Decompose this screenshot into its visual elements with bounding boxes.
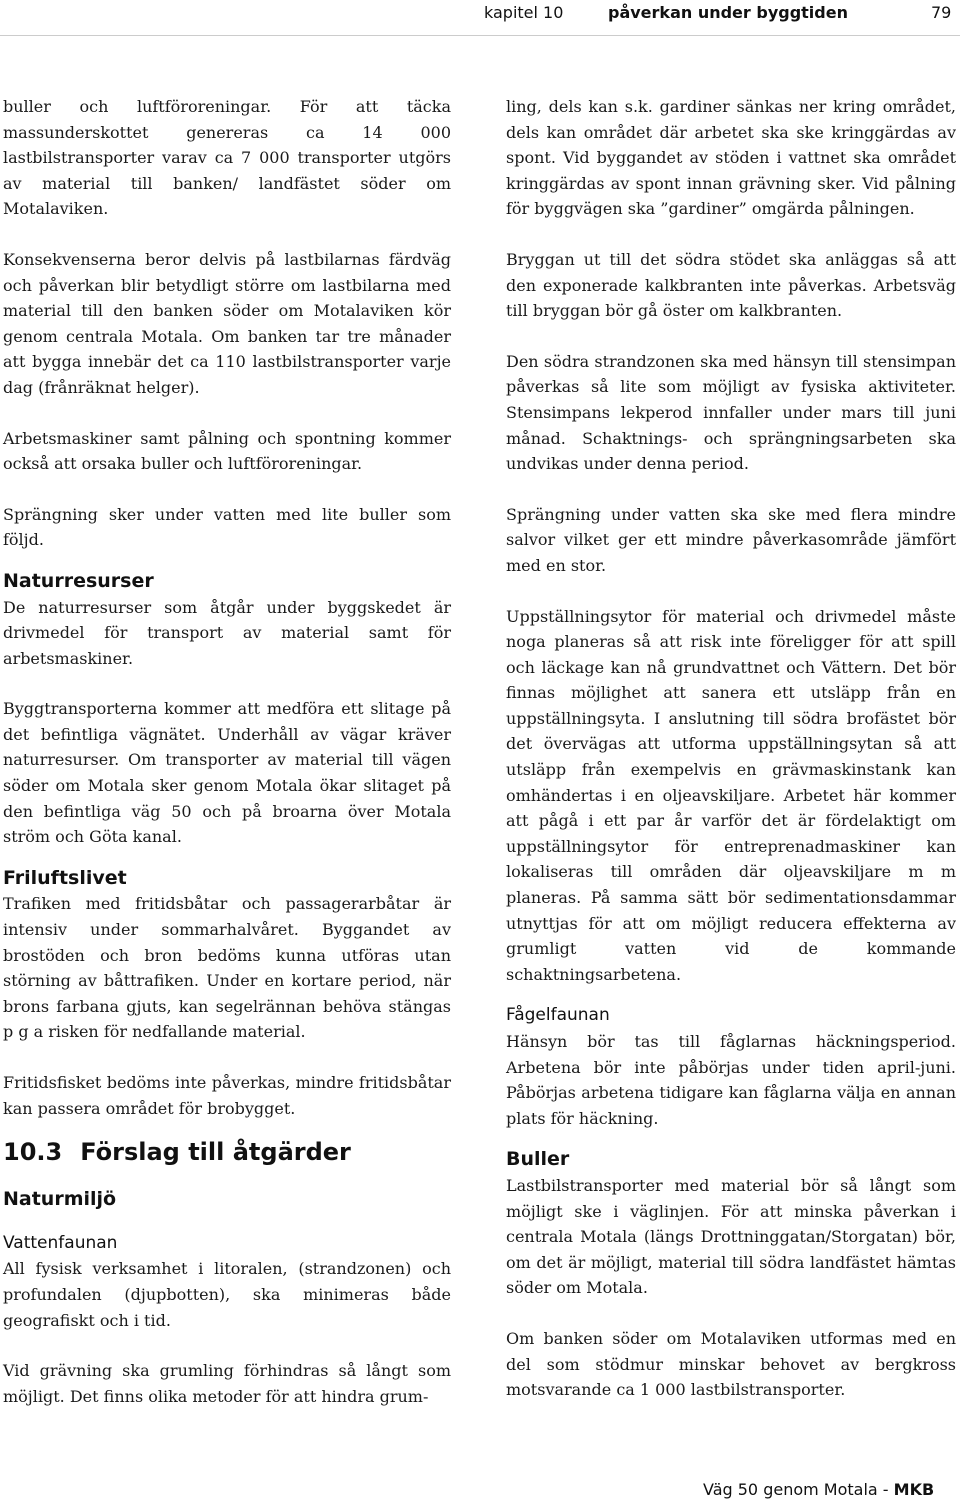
heading-fagelfaunan: Fågelfaunan: [506, 1005, 610, 1026]
footer-brand: MKB: [893, 1480, 935, 1499]
paragraph: Konsekvenserna beror delvis på lastbilarnas färdväg och påverkan blir betydligt större om lastbilarna med material till den banken söder om Motalaviken kör genom centrala Motala. Om banken tar tre månader att bygga innebär det ca 110 lastbilstransporter varje dag (frånräknat helger).: [3, 249, 451, 397]
paragraph: buller och luftföroreningar. För att täcka massunderskottet genereras ca 14 000 lastbilstransporter varav ca 7 000 transporter utgörs av material till banken/ landfästet söder om Motalaviken.: [3, 97, 451, 219]
section-heading: [3, 1135, 451, 1169]
paragraph: Uppställningsytor för material och drivmedel måste noga planeras så att risk inte föreligger för att spill och läckage kan nå grundvattnet och Vättern. Det bör finnas möjlighet att sanera ett utsläpp från en uppställningsyta. I anslutning till södra brofästet bör det övervägas att utforma uppställningsytan så att utsläpp från exempelvis en grävmaskinstank kan omhändertas i en oljeavskiljare. Arbetet här kommer att pågå i ett par år varför det är fördelaktigt om uppställningsytor för entreprenadmaskiner kan lokaliseras till områden där oljeavskiljare m m planeras. På samma sätt bör sedimentationsdammar utnyttjas för att om möjligt reducera effekterna av grumligt vatten vid de kommande schaktningsarbetena.: [506, 606, 956, 984]
section-label: påverkan under byggtiden: [608, 3, 848, 22]
paragraph: Byggtransporterna kommer att medföra ett slitage på det befintliga vägnätet. Underhåll av vägar kräver naturresurser. Om transporter av material till vägen söder om Motala sker genom Motala ökar slitaget på den befintliga väg 50 och på broarna över Motala ström och Göta kanal.: [3, 699, 451, 847]
section-number: 10.3: [3, 1138, 63, 1167]
paragraph: Sprängning sker under vatten med lite buller som följd.: [3, 504, 451, 550]
heading-vattenfaunan: Vattenfaunan: [3, 1232, 118, 1253]
page-header: [0, 0, 960, 30]
paragraph: Den södra strandzonen ska med hänsyn till stensimpan påverkas så lite som möjligt av fysiska aktiviteter. Stensimpans lekperod innfaller under mars till juni månad. Schaktnings- och sprängningsarbeten ska undvikas under denna period.: [506, 351, 956, 474]
header-divider: [0, 35, 960, 36]
chapter-label: kapitel 10: [484, 3, 564, 22]
heading-naturresurser: Naturresurser: [3, 569, 154, 592]
paragraph: ling, dels kan s.k. gardiner sänkas ner kring området, dels kan området där arbetet ska ske kringgärdas av spont. Vid byggandet av stöden i vattnet ska området kringgärdas av spont innan grävning sker. Vid pålning för byggvägen ska ”gardiner” omgärda pålningen.: [506, 97, 956, 219]
paragraph: Vid grävning ska grumling förhindras så långt som möjligt. Det finns olika metoder för att hindra grum-: [3, 1361, 451, 1406]
section-title: Förslag till åtgärder: [80, 1138, 351, 1167]
heading-naturmiljo: Naturmiljö: [3, 1188, 117, 1211]
paragraph: Lastbilstransporter med material bör så långt som möjligt ske i väglinjen. För att minska påverkan i centrala Motala (längs Drottninggatan/Storgatan) bör, om det är möjligt, material till södra landfästet hämtas söder om Motala.: [506, 1175, 956, 1298]
paragraph: Bryggan ut till det södra stödet ska anläggas så att den exponerade kalkbranten inte påverkas. Arbetsväg till bryggan bör gå öster om kalkbranten.: [506, 249, 956, 321]
footer-text: Väg 50 genom Motala -: [703, 1480, 894, 1499]
right-column: [506, 94, 956, 1403]
paragraph: Trafiken med fritidsbåtar och passagerarbåtar är intensiv under sommarhalvåret. Byggandet av brostöden och bron bedöms kunna utföras utan störning av båttrafiken. Under en kortare period, när brons farbana gjuts, kan segelrännan behöva stängas p g a risken för nedfallande material.: [3, 894, 451, 1042]
paragraph: All fysisk verksamhet i litoralen, (strandzonen) och profundalen (djupbotten), ska minimeras både geografiskt och i tid.: [3, 1259, 451, 1330]
left-column: [3, 94, 451, 1409]
paragraph: De naturresurser som åtgår under byggskedet är drivmedel för transport av material samt för arbetsmaskiner.: [3, 597, 451, 668]
paragraph: Arbetsmaskiner samt pålning och spontning kommer också att orsaka buller och luftföroreningar.: [3, 428, 451, 474]
paragraph: Hänsyn bör tas till fåglarnas häckningsperiod. Arbetena bör inte påbörjas under tiden april-juni. Påbörjas arbetena tidigare kan fåglarna välja en annan plats för häckning.: [506, 1032, 956, 1128]
heading-friluftslivet: Friluftslivet: [3, 866, 127, 889]
paragraph: Om banken söder om Motalaviken utformas med en del som stödmur minskar behovet av bergkross motsvarande ca 1 000 lastbilstransporter.: [506, 1328, 956, 1400]
page-number: 79: [931, 3, 952, 22]
paragraph: Fritidsfisket bedöms inte påverkas, mindre fritidsbåtar kan passera området för brobygget.: [3, 1073, 451, 1118]
paragraph: Sprängning under vatten ska ske med flera mindre salvor vilket ger ett mindre påverkasområde jämfört med en stor.: [506, 504, 956, 575]
page-footer: [703, 1480, 934, 1499]
heading-buller: Buller: [506, 1148, 570, 1171]
